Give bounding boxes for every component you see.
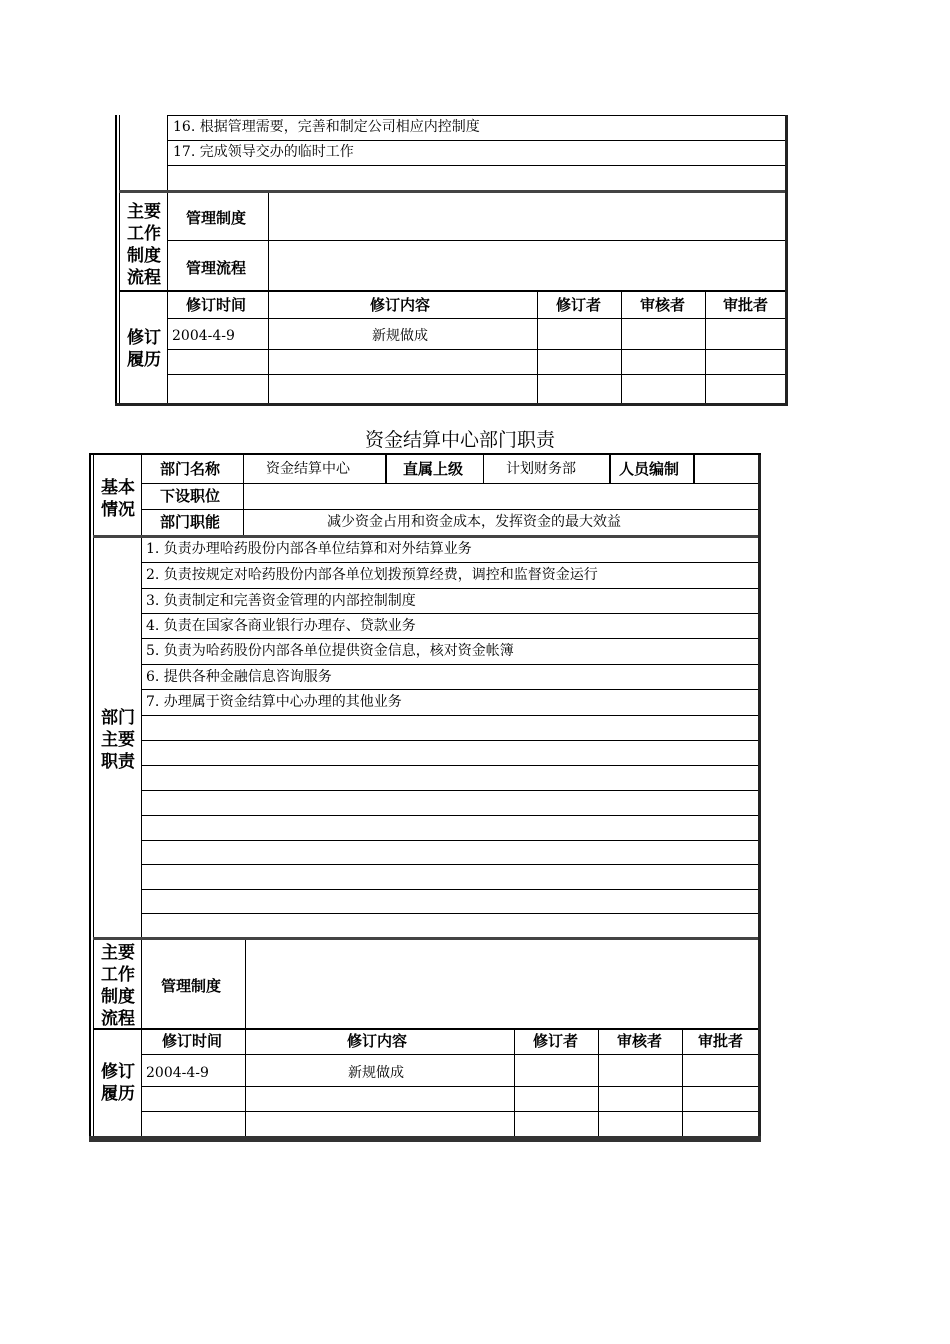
section-label-history: 修订 履历: [127, 328, 161, 370]
duty-item-3: 3. 负责制定和完善资金管理的内部控制制度: [146, 593, 416, 609]
history-row-content: 新规做成: [348, 1065, 404, 1081]
dept-name-label: 部门名称: [160, 460, 221, 478]
superior-value: 计划财务部: [506, 461, 576, 477]
section-label-system: 主要 工作 制度 流程: [101, 943, 135, 1029]
duty-item-17: 17. 完成领导交办的临时工作: [173, 144, 354, 160]
dept-name-value: 资金结算中心: [266, 461, 350, 477]
staffing-label: 人员编制: [619, 460, 680, 478]
history-header-reviser: 修订者: [556, 296, 602, 314]
superior-label: 直属上级: [403, 460, 464, 478]
history-row-content: 新规做成: [372, 328, 428, 344]
history-header-date: 修订时间: [186, 296, 247, 314]
section-label-duties: 部门 主要 职责: [101, 708, 135, 772]
history-header-reviewer: 审核者: [640, 296, 686, 314]
duty-item-5: 5. 负责为哈药股份内部各单位提供资金信息，核对资金帐簿: [146, 643, 514, 659]
mgmt-system-label: 管理制度: [161, 977, 222, 995]
sub-positions-label: 下设职位: [160, 487, 221, 505]
duty-item-6: 6. 提供各种金融信息咨询服务: [146, 669, 332, 685]
duty-item-7: 7. 办理属于资金结算中心办理的其他业务: [146, 694, 402, 710]
history-header-reviser: 修订者: [533, 1032, 579, 1050]
function-value: 减少资金占用和资金成本，发挥资金的最大效益: [327, 514, 621, 530]
history-header-approver: 审批者: [698, 1032, 744, 1050]
section-label-history: 修订 履历: [101, 1062, 135, 1104]
history-header-reviewer: 审核者: [617, 1032, 663, 1050]
function-label: 部门职能: [160, 513, 221, 531]
duty-item-16: 16. 根据管理需要，完善和制定公司相应内控制度: [173, 119, 480, 135]
section-label-basic: 基本 情况: [101, 478, 135, 520]
history-row-date: 2004-4-9: [146, 1065, 209, 1081]
history-header-approver: 审批者: [723, 296, 769, 314]
history-header-content: 修订内容: [370, 296, 431, 314]
mgmt-system-label: 管理制度: [186, 209, 247, 227]
duty-item-2: 2. 负责按规定对哈药股份内部各单位划拨预算经费，调控和监督资金运行: [146, 567, 598, 583]
history-header-content: 修订内容: [347, 1032, 408, 1050]
duty-item-1: 1. 负责办理哈药股份内部各单位结算和对外结算业务: [146, 541, 472, 557]
duty-item-4: 4. 负责在国家各商业银行办理存、贷款业务: [146, 618, 416, 634]
section-label-system: 主要 工作 制度 流程: [127, 202, 161, 288]
history-row-date: 2004-4-9: [172, 328, 235, 344]
history-header-date: 修订时间: [162, 1032, 223, 1050]
page-title: 资金结算中心部门职责: [365, 429, 556, 451]
mgmt-process-label: 管理流程: [186, 259, 247, 277]
